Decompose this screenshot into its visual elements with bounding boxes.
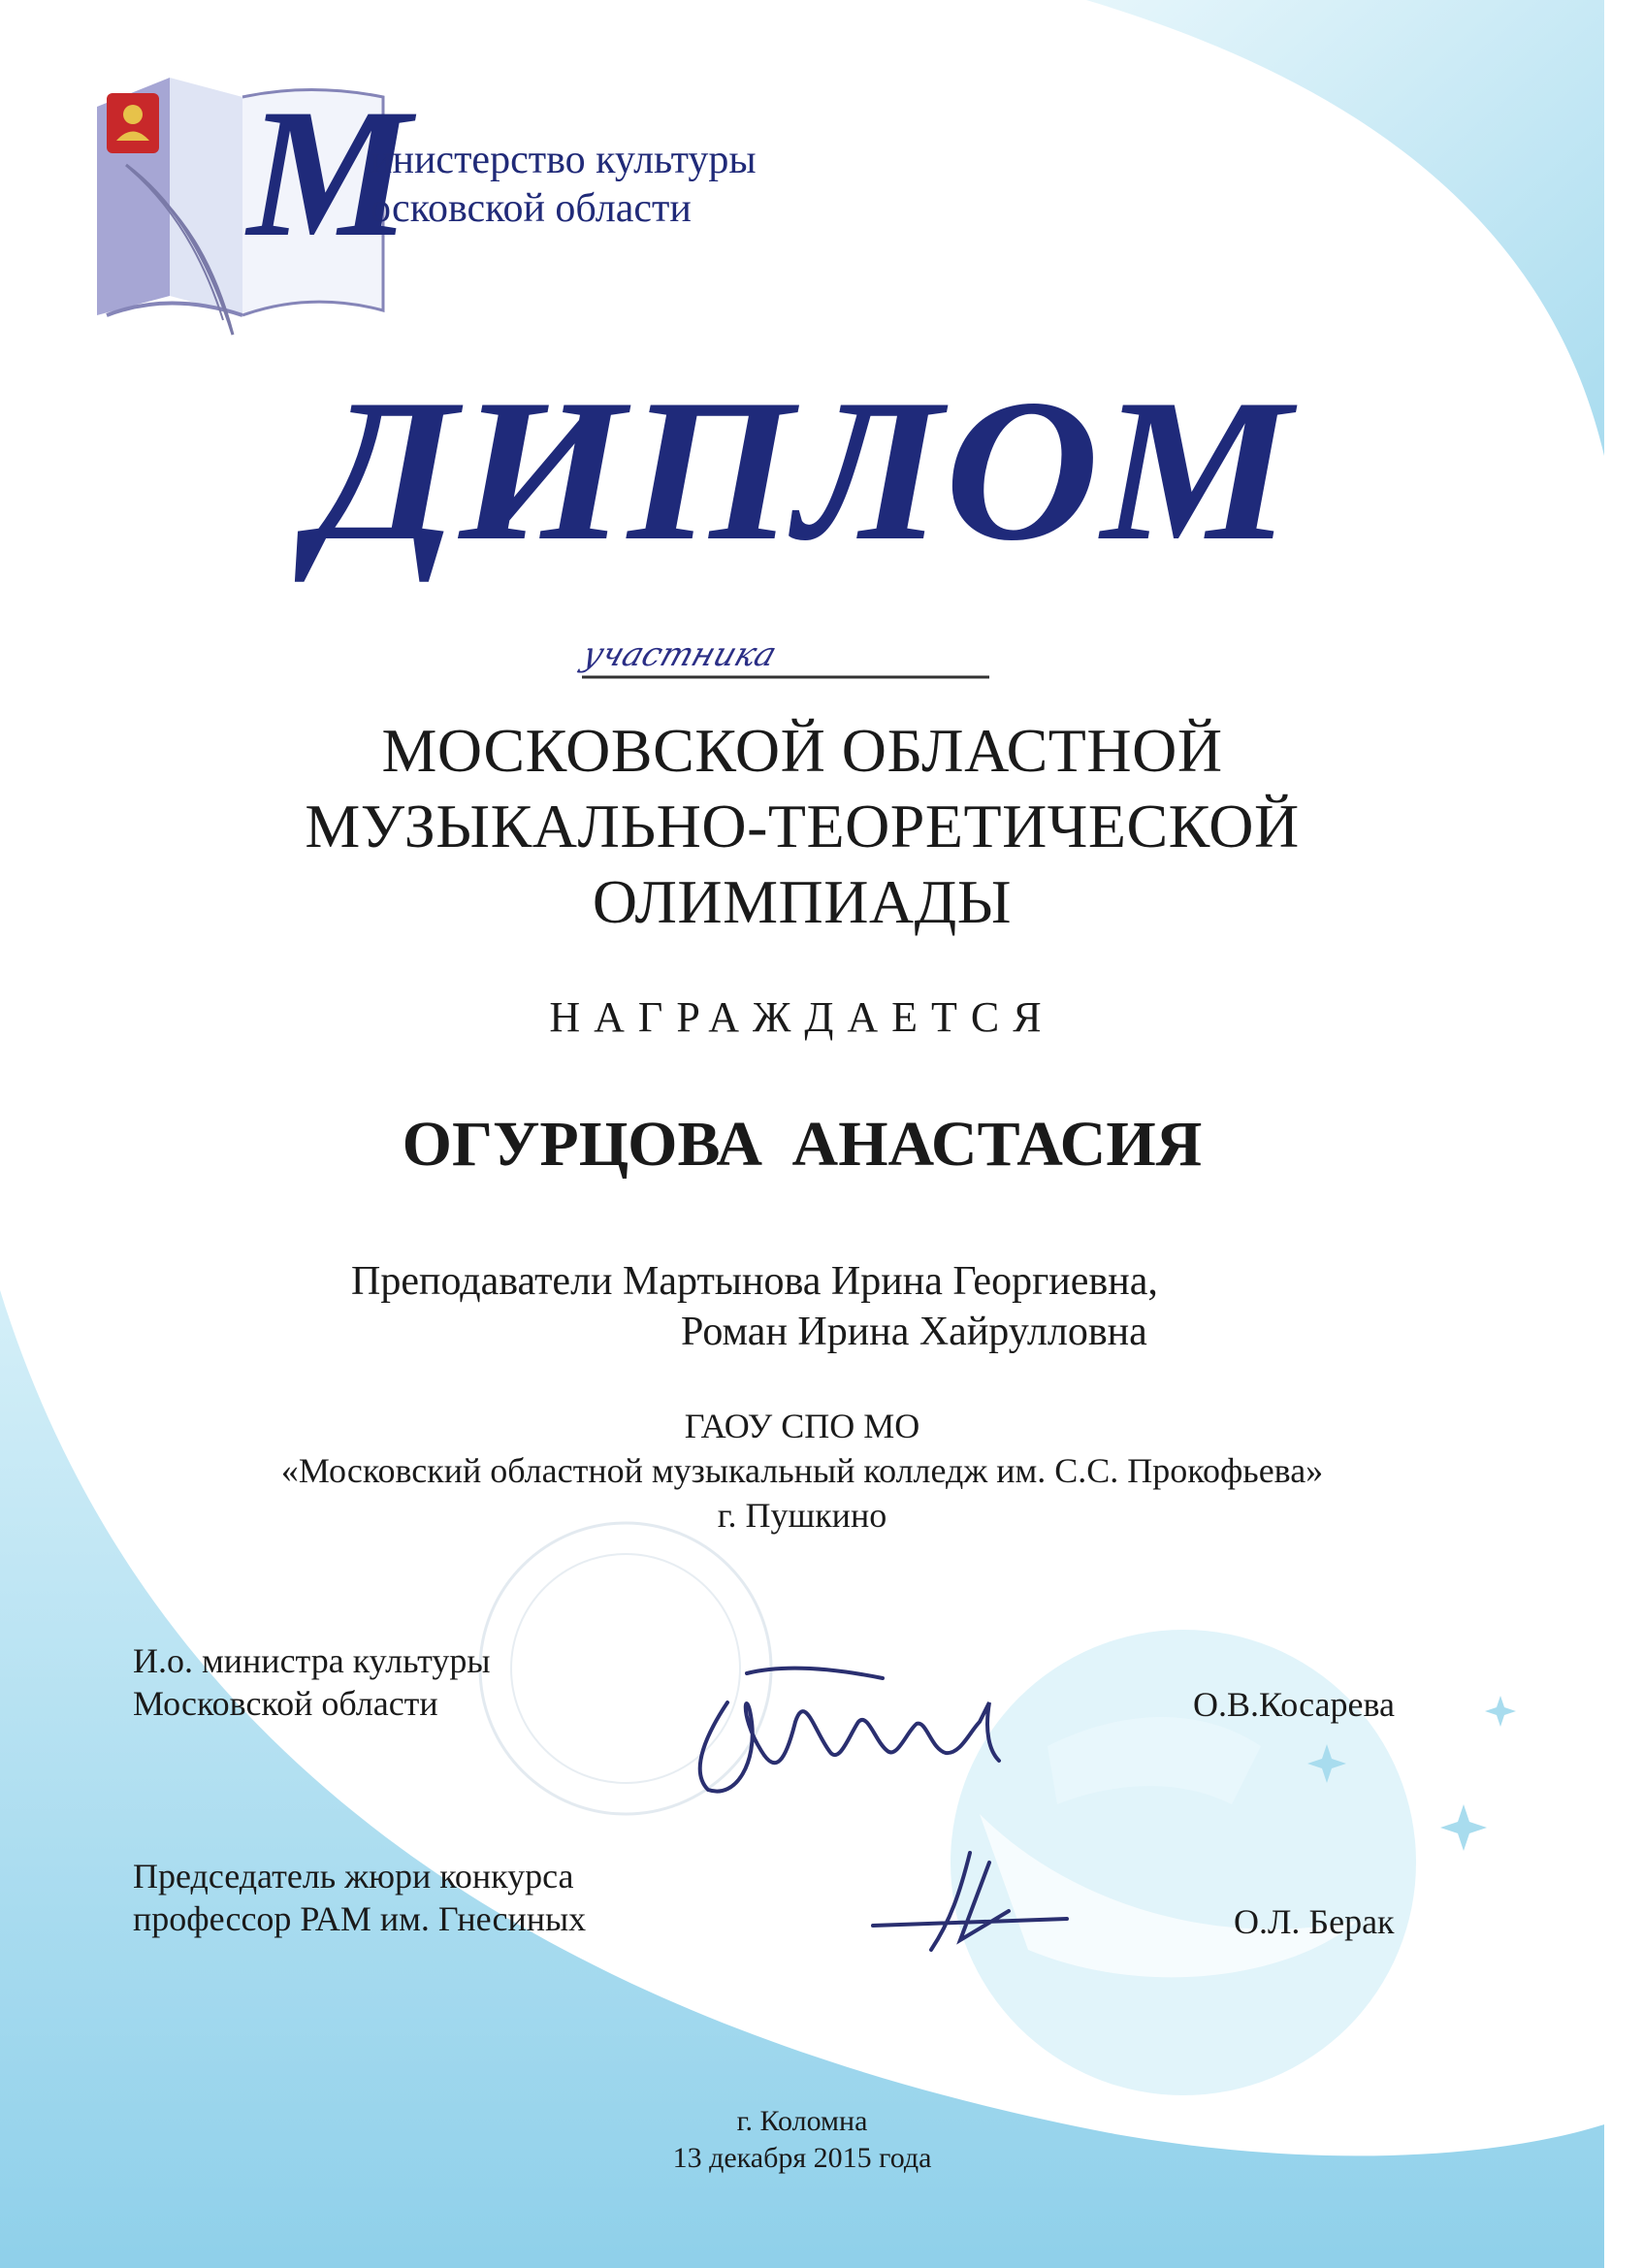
signatory-2-role-line-2: профессор РАМ им. Гнесиных bbox=[133, 1899, 587, 1938]
handwritten-participant bbox=[577, 631, 989, 689]
awarded-label: НАГРАЖДАЕТСЯ bbox=[549, 993, 1055, 1041]
institution-line-3: г. Пушкино bbox=[717, 1496, 887, 1535]
signatory-1-name: О.В.Косарева bbox=[1193, 1685, 1396, 1724]
olympiad-name bbox=[0, 713, 1604, 940]
teachers-line-1: Преподаватели Мартынова Ирина Георгиевна, bbox=[351, 1259, 1158, 1304]
signature-2 bbox=[863, 1833, 1096, 1969]
signatory-2-name: О.Л. Берак bbox=[1234, 1902, 1395, 1941]
recipient-name: ОГУРЦОВА АНАСТАСИЯ bbox=[402, 1109, 1203, 1180]
institution-line-2: «Московский областной музыкальный колледж им. С.С. Прокофьева» bbox=[280, 1451, 1324, 1490]
teachers-line-2: Роман Ирина Хайрулловна bbox=[681, 1310, 1147, 1354]
signatory-1-role bbox=[133, 1639, 491, 1725]
institution-line-1: ГАОУ СПО МО bbox=[684, 1407, 920, 1445]
ministry-line-1: инистерство культуры bbox=[371, 138, 757, 182]
olympiad-line-2: МУЗЫКАЛЬНО-ТЕОРЕТИЧЕСКОЙ bbox=[305, 792, 1300, 860]
signatory-2-role bbox=[133, 1855, 586, 1940]
ministry-name bbox=[320, 136, 757, 233]
diploma-title: ДИПЛОМ bbox=[310, 358, 1294, 583]
olympiad-line-1: МОСКОВСКОЙ ОБЛАСТНОЙ bbox=[381, 716, 1223, 785]
ministry-line-2: осковской области bbox=[371, 186, 692, 231]
olympiad-line-3: ОЛИМПИАДЫ bbox=[592, 867, 1013, 936]
svg-text:участника: участника bbox=[577, 635, 782, 674]
signatory-1-role-line-1: И.о. министра культуры bbox=[133, 1641, 491, 1680]
place-and-date bbox=[0, 2103, 1604, 2177]
signatory-2-role-line-1: Председатель жюри конкурса bbox=[133, 1857, 574, 1895]
place: г. Коломна bbox=[736, 2105, 868, 2137]
signature-1 bbox=[669, 1644, 1038, 1809]
date: 13 декабря 2015 года bbox=[672, 2142, 932, 2174]
signatory-1-role-line-2: Московской области bbox=[133, 1684, 438, 1723]
institution bbox=[0, 1404, 1604, 1538]
svg-text:М: М bbox=[247, 72, 411, 275]
